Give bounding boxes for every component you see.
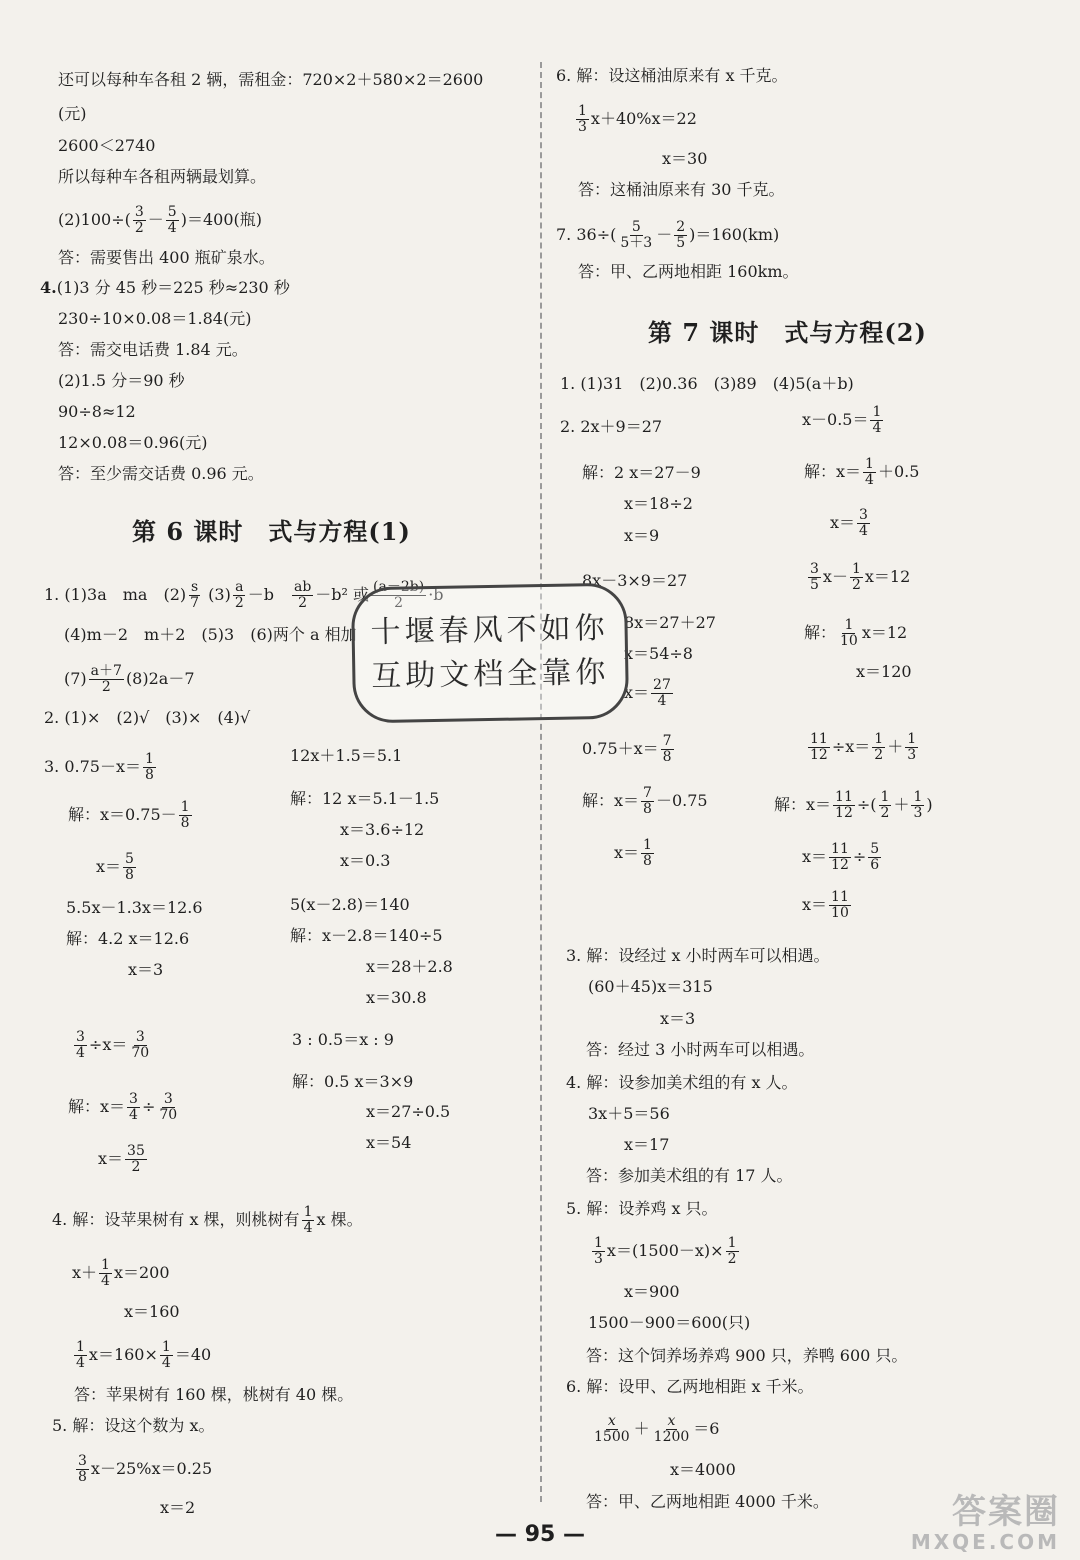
text-line: 230÷10×0.08＝1.84(元) xyxy=(58,309,252,328)
equation-line: x＝54 xyxy=(366,1133,412,1152)
answer-line: 答：需要售出 400 瓶矿泉水。 xyxy=(58,248,275,267)
answer-line: 答：需交电话费 1.84 元。 xyxy=(58,340,248,359)
equation-line: $\frac{1}{3}$ x＋40%x＝22 xyxy=(578,103,697,135)
question-line: 6. 解：设这桶油原来有 x 千克。 xyxy=(556,66,788,85)
answer-line: 答：参加美术组的有 17 人。 xyxy=(586,1166,793,1185)
question-line: 1. (1)3a ma (2) $\frac{s}{7}$ (3) $\frac{a}{2}$ －b $\frac{ab}{2}$ －b² 或 $\frac{(a-2b)}{2}$ ·b xyxy=(44,579,444,611)
equation-line: $\frac{1}{3}$ x＝(1500－x)× $\frac{1}{2}$ xyxy=(594,1235,737,1267)
equation-line: x＝2 xyxy=(160,1498,196,1517)
question-line: 3. 解：设经过 x 小时两车可以相遇。 xyxy=(566,946,830,965)
equation-line: 解：x＝ $\frac{7}{8}$ －0.75 xyxy=(582,785,708,817)
equation-line: (2)100÷( $\frac{3}{2}$ － $\frac{5}{4}$ )＝400(瓶) xyxy=(58,204,262,236)
stamp-line: 互助文档全靠你 xyxy=(371,654,610,695)
equation-line: x＝27÷0.5 xyxy=(366,1102,451,1121)
question-line: 4. 解：设参加美术组的有 x 人。 xyxy=(566,1073,798,1092)
equation-line: 5.5x－1.3x＝12.6 xyxy=(66,898,203,917)
equation-line: 解：12 x＝5.1－1.5 xyxy=(290,789,440,808)
equation-line: x＝120 xyxy=(856,662,912,681)
question-line: 6. 解：设甲、乙两地相距 x 千米。 xyxy=(566,1377,814,1396)
equation-line: x＝28＋2.8 xyxy=(366,957,453,976)
equation-line: 3 : 0.5＝x : 9 xyxy=(292,1030,394,1049)
equation-line: x＝4000 xyxy=(670,1460,736,1479)
question-line: 1. (1)31 (2)0.36 (3)89 (4)5(a＋b) xyxy=(560,374,854,393)
text-line: (元) xyxy=(58,104,87,123)
text-line: (2)1.5 分＝90 秒 xyxy=(58,371,185,390)
text-line: (4)m－2 m＋2 (5)3 (6)两个 a 相加 xyxy=(64,625,357,644)
equation-line: x＝ $\frac{5}{8}$ xyxy=(96,851,134,883)
text-line: 还可以每种车各租 2 辆，需租金：720×2＋580×2＝2600 xyxy=(58,70,484,89)
equation-line: $\frac{3}{5}$ x－ $\frac{1}{2}$ x＝12 xyxy=(810,561,911,593)
equation-line: 解：x＝ $\frac{3}{4}$ ÷ $\frac{3}{70}$ xyxy=(68,1091,178,1123)
text-line: 所以每种车各租两辆最划算。 xyxy=(58,167,267,186)
watermark-text: 答案圈 xyxy=(952,1492,1060,1532)
equation-line: x＝900 xyxy=(624,1282,680,1301)
equation-line: x＝3 xyxy=(660,1009,696,1028)
equation-line: x＝ $\frac{11}{12}$ ÷ $\frac{5}{6}$ xyxy=(802,841,880,873)
equation-line: x＝9 xyxy=(624,526,660,545)
equation-line: x＋ $\frac{1}{4}$ x＝200 xyxy=(72,1257,170,1289)
equation-line: 5(x－2.8)＝140 xyxy=(290,895,410,914)
equation-line: $\frac{x}{1500}$ ＋ $\frac{x}{1200}$ ＝6 xyxy=(594,1413,720,1445)
equation-line: 3. 0.75－x＝ $\frac{1}{8}$ xyxy=(44,751,154,783)
section-heading: 第 7 课时 式与方程(2) xyxy=(648,318,927,347)
answer-line: 答：这个饲养场养鸡 900 只，养鸭 600 只。 xyxy=(586,1346,908,1365)
equation-line: 8x－3×9＝27 xyxy=(582,571,688,590)
equation-line: x＝0.3 xyxy=(340,851,391,870)
equation-line: x＝ $\frac{11}{10}$ xyxy=(802,889,849,921)
section-heading: 第 6 课时 式与方程(1) xyxy=(132,517,411,546)
question-line: 5. 解：设养鸡 x 只。 xyxy=(566,1199,718,1218)
equation-line: x＝30 xyxy=(662,149,708,168)
equation-line: (60＋45)x＝315 xyxy=(588,977,713,996)
equation-line: x＝30.8 xyxy=(366,988,427,1007)
equation-line: x＝18÷2 xyxy=(624,494,693,513)
answer-line: 答：甲、乙两地相距 4000 千米。 xyxy=(586,1492,829,1511)
right-column xyxy=(540,0,1080,1560)
equation-line: x＝160 xyxy=(124,1302,180,1321)
stamp-line: 十堰春风不如你 xyxy=(370,610,609,651)
equation-line: 2. 2x＋9＝27 xyxy=(560,417,663,436)
equation-line: x＝ $\frac{1}{8}$ xyxy=(614,837,652,869)
question-line: 7. 36÷( $\frac{5}{5+3}$ － $\frac{2}{5}$ )＝160(km) xyxy=(556,219,780,251)
watermark-logo xyxy=(900,1484,1070,1554)
equation-line: $\frac{3}{4}$ ÷x＝ $\frac{3}{70}$ xyxy=(76,1029,150,1061)
answer-line: 答：至少需交话费 0.96 元。 xyxy=(58,464,264,483)
answer-line: 答：经过 3 小时两车可以相遇。 xyxy=(586,1040,815,1059)
question-line: 4. 解：设苹果树有 x 棵，则桃树有 $\frac{1}{4}$ x 棵。 xyxy=(52,1204,363,1236)
equation-line: x＝17 xyxy=(624,1135,670,1154)
equation-line: 解：4.2 x＝12.6 xyxy=(66,929,190,948)
question-line: 5. 解：设这个数为 x。 xyxy=(52,1416,215,1435)
equation-line: 解：0.5 x＝3×9 xyxy=(292,1072,414,1091)
text-line: (7) $\frac{a+7}{2}$ (8)2a－7 xyxy=(64,663,195,695)
equation-line: 0.75＋x＝ $\frac{7}{8}$ xyxy=(582,733,672,765)
equation-line: 解：x＝ $\frac{1}{4}$ ＋0.5 xyxy=(804,456,920,488)
equation-line: 12x＋1.5＝5.1 xyxy=(290,746,403,765)
equation-line: 解：x＝0.75－ $\frac{1}{8}$ xyxy=(68,799,190,831)
page-number: — 95 — xyxy=(495,1522,585,1547)
stamp xyxy=(351,583,629,724)
answer-line: 答：甲、乙两地相距 160km。 xyxy=(578,262,799,281)
equation-line: 解：2 x＝27－9 xyxy=(582,463,701,482)
equation-line: 解：x－2.8＝140÷5 xyxy=(290,926,443,945)
question-line: 2. (1)× (2)√ (3)× (4)√ xyxy=(44,708,251,727)
equation-line: x＝54÷8 xyxy=(624,644,693,663)
equation-line: x＝3.6÷12 xyxy=(340,820,425,839)
text-line: 12×0.08＝0.96(元) xyxy=(58,433,208,452)
equation-line: 1500－900＝600(只) xyxy=(588,1313,751,1332)
equation-line: x＝ $\frac{3}{4}$ xyxy=(830,507,868,539)
answer-line: 答：苹果树有 160 棵，桃树有 40 棵。 xyxy=(74,1385,354,1404)
text-line: 90÷8≈12 xyxy=(58,402,136,421)
equation-line: 8x＝27＋27 xyxy=(624,613,716,632)
question-line: 4.(1)3 分 45 秒＝225 秒≈230 秒 xyxy=(40,278,290,297)
equation-line: x＝ $\frac{35}{2}$ xyxy=(98,1143,145,1175)
text-line: 2600＜2740 xyxy=(58,136,156,155)
equation-line: $\frac{3}{8}$ x－25%x＝0.25 xyxy=(78,1453,213,1485)
answer-line: 答：这桶油原来有 30 千克。 xyxy=(578,180,785,199)
equation-line: x＝3 xyxy=(128,960,164,979)
watermark-url: MXQE.COM xyxy=(910,1530,1060,1554)
equation-line: 3x＋5＝56 xyxy=(588,1104,670,1123)
equation-line: $\frac{11}{12}$ ÷x＝ $\frac{1}{2}$ ＋ $\frac{1}{3}$ xyxy=(810,731,917,763)
equation-line: 解：x＝ $\frac{11}{12}$ ÷( $\frac{1}{2}$ ＋ $\frac{1}{3}$ ) xyxy=(774,789,933,821)
equation-line: $\frac{1}{4}$ x＝160× $\frac{1}{4}$ ＝40 xyxy=(76,1339,212,1371)
equation-line: x＝ $\frac{27}{4}$ xyxy=(624,677,671,709)
equation-line: x－0.5＝ $\frac{1}{4}$ xyxy=(802,404,882,436)
equation-line: 解： $\frac{1}{10}$ x＝12 xyxy=(804,617,908,649)
